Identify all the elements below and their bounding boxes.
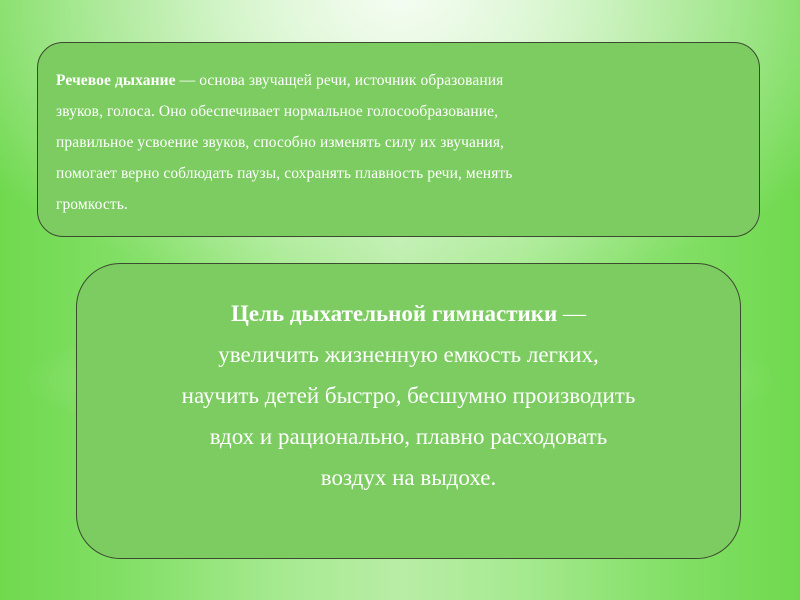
breathing-exercise-goal-box xyxy=(76,263,741,559)
breathing-exercise-goal-term: Цель дыхательной гимнастики xyxy=(230,301,558,326)
definition-line-1-text: — основа звучащей речи, источник образования xyxy=(175,72,504,89)
goal-line-1-text: — xyxy=(557,301,587,326)
goal-line-3: научить детей быстро, бесшумно производить xyxy=(181,383,636,408)
goal-line-2: увеличить жизненную емкость легких, xyxy=(218,342,599,367)
goal-line-4: вдох и рационально, плавно расходовать xyxy=(209,424,608,449)
definition-line-4: помогает верно соблюдать паузы, сохранять плавность речи, менять xyxy=(56,165,513,182)
definition-line-2: звуков, голоса. Оно обеспечивает нормальное голосообразование, xyxy=(56,103,499,120)
speech-breathing-term: Речевое дыхание xyxy=(56,72,176,89)
speech-breathing-definition-box xyxy=(37,42,760,237)
goal-line-5: воздух на выдохе. xyxy=(320,465,497,490)
definition-line-3: правильное усвоение звуков, способно изменять силу их звучания, xyxy=(56,134,505,151)
goal-line-1 xyxy=(77,293,740,334)
definition-line-5: громкость. xyxy=(56,196,128,213)
definition-line-1 xyxy=(56,65,741,96)
